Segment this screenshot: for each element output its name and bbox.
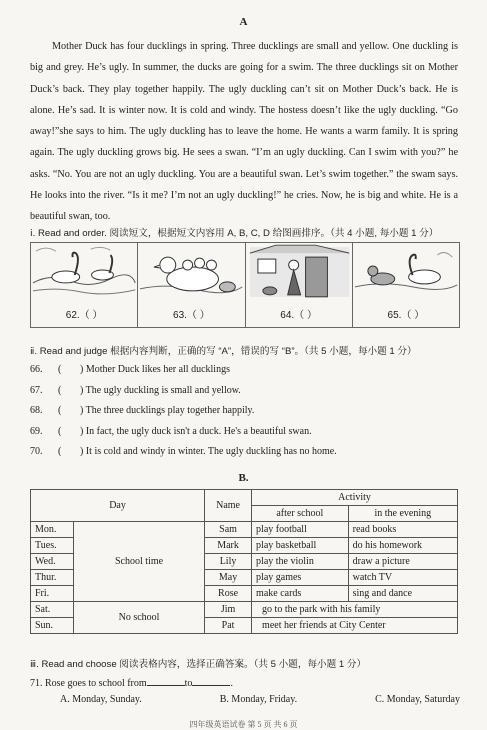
part1-heading: ⅰ. Read and order. 阅读短文，根据短文内容用 A, B, C, D 给图画排序。（共 4 小题, 每小题 1 分）	[30, 228, 439, 239]
question-number: 71.	[30, 678, 43, 689]
reading-passage	[30, 36, 458, 228]
evening-cell: draw a picture	[348, 554, 457, 570]
option-b[interactable]: B. Monday, Friday.	[219, 694, 298, 705]
woman-at-house-door-icon	[246, 243, 352, 301]
picture-62	[31, 243, 138, 327]
judge-number: 68.	[30, 405, 43, 416]
after-school-cell: play basketball	[252, 538, 349, 554]
name-cell: May	[205, 570, 252, 586]
answer-paren[interactable]: (	[58, 385, 62, 396]
day-cell: Wed.	[31, 554, 74, 570]
day-cell: Sat.	[31, 602, 74, 618]
answer-paren[interactable]: (	[58, 426, 62, 437]
passage-text: Mother Duck has four ducklings in spring. Three ducklings are small and yellow. One duckling is big and grey. He’s ugly. In summer, the ducks are going for a swim. The three ducklings sit on Mother Duck’s back. They play together happily. The ugly duckling can’t sit on Mother Duck’s back. He is alone. He’s sad. It is winter now. It is cold and windy. The hostess doesn’t like the ugly duckling. “Go away!”she says to him. The ugly duckling has to leave the home. He wants a warm family. It is spring again. The ugly duckling grows big. He sees a swan. “I’m an ugly duckling. Can I swim with you?” he asks. “No. You are not an ugly duckling. You are a beautiful swan. Let’s swim together.” the swam says. He looks into the river. “Is it me? I’m not an ugly duckling!” he cries. Now, he is big and white. He is a beautiful swan, too.	[30, 41, 458, 223]
no-school-cell: No school	[74, 602, 205, 634]
mother-duck-with-ducklings-icon	[138, 243, 244, 301]
header-evening: in the evening	[348, 506, 457, 522]
option-c[interactable]: C. Monday, Saturday	[375, 694, 460, 705]
judge-item-68	[30, 405, 254, 416]
section-b-title: B.	[238, 472, 249, 484]
picture-65-label: 65.（ ）	[387, 310, 425, 321]
evening-cell: sing and dance	[348, 586, 457, 602]
picture-64-label: 64.（ ）	[280, 310, 317, 321]
answer-blank-2[interactable]	[192, 676, 230, 686]
name-cell: Lily	[205, 554, 252, 570]
duckling-and-swan-icon	[353, 243, 459, 301]
after-school-cell: play games	[252, 570, 349, 586]
picture-63	[138, 243, 245, 327]
day-cell: Mon.	[31, 522, 74, 538]
picture-strip	[30, 242, 460, 328]
judge-statement: ) In fact, the ugly duck isn't a duck. He's a beautiful swan.	[80, 426, 312, 437]
after-school-cell: play the violin	[252, 554, 349, 570]
day-cell: Thur.	[31, 570, 74, 586]
header-after-school: after school	[252, 506, 349, 522]
answer-blank-1[interactable]	[147, 676, 185, 686]
school-time-cell: School time	[74, 522, 205, 602]
day-cell: Fri.	[31, 586, 74, 602]
picture-62-label: 62.（ ）	[65, 310, 103, 321]
table-row	[31, 602, 458, 618]
answer-paren[interactable]: (	[58, 446, 62, 457]
header-name: Name	[205, 490, 252, 522]
part2-heading: ⅱ. Read and judge 根据内容判断，正确的写 “A”，错误的写 “B”。（共 5 小题，每小题 1 分）	[30, 346, 417, 357]
answer-paren[interactable]: (	[58, 364, 62, 375]
judge-item-70	[30, 446, 337, 457]
swans-on-river-icon	[31, 243, 137, 301]
judge-statement: ) It is cold and windy in winter. The ugly duckling has no home.	[80, 446, 337, 457]
judge-statement: ) The three ducklings play together happily.	[80, 405, 255, 416]
judge-item-69	[30, 426, 312, 437]
picture-64	[246, 243, 353, 327]
answer-paren[interactable]: (	[58, 405, 62, 416]
question-text-to: to	[184, 678, 193, 689]
activity-table	[30, 489, 458, 634]
section-a-title: A	[239, 16, 248, 28]
day-cell: Tues.	[31, 538, 74, 554]
name-cell: Mark	[205, 538, 252, 554]
evening-cell: do his homework	[348, 538, 457, 554]
header-activity: Activity	[252, 490, 458, 506]
judge-statement: ) The ugly duckling is small and yellow.	[80, 385, 241, 396]
name-cell: Pat	[205, 618, 252, 634]
judge-number: 66.	[30, 364, 43, 375]
header-day: Day	[31, 490, 205, 522]
option-a[interactable]: A. Monday, Sunday.	[60, 694, 142, 705]
judge-statement: ) Mother Duck likes her all ducklings	[80, 364, 230, 375]
judge-item-66	[30, 364, 230, 375]
weekend-activity-cell: go to the park with his family	[252, 602, 458, 618]
picture-63-label: 63.（ ）	[173, 310, 210, 321]
answer-options	[60, 694, 460, 705]
part3-heading: ⅲ. Read and choose 阅读表格内容，选择正确答案。（共 5 小题，每小题 1 分）	[30, 659, 367, 670]
day-cell: Sun.	[31, 618, 74, 634]
table-row	[31, 522, 458, 538]
name-cell: Jim	[205, 602, 252, 618]
judge-number: 67.	[30, 385, 43, 396]
judge-item-67	[30, 385, 241, 396]
evening-cell: watch TV	[348, 570, 457, 586]
question-text-end: .	[230, 678, 233, 689]
judge-number: 69.	[30, 426, 43, 437]
name-cell: Sam	[205, 522, 252, 538]
after-school-cell: play football	[252, 522, 349, 538]
judge-number: 70.	[30, 446, 43, 457]
question-71	[30, 676, 233, 689]
after-school-cell: make cards	[252, 586, 349, 602]
page-footer: 四年级英语试卷 第 5 页 共 6 页	[189, 720, 298, 729]
picture-65	[353, 243, 459, 327]
weekend-activity-cell: meet her friends at City Center	[252, 618, 458, 634]
name-cell: Rose	[205, 586, 252, 602]
question-text: Rose goes to school from	[45, 678, 147, 689]
evening-cell: read books	[348, 522, 457, 538]
